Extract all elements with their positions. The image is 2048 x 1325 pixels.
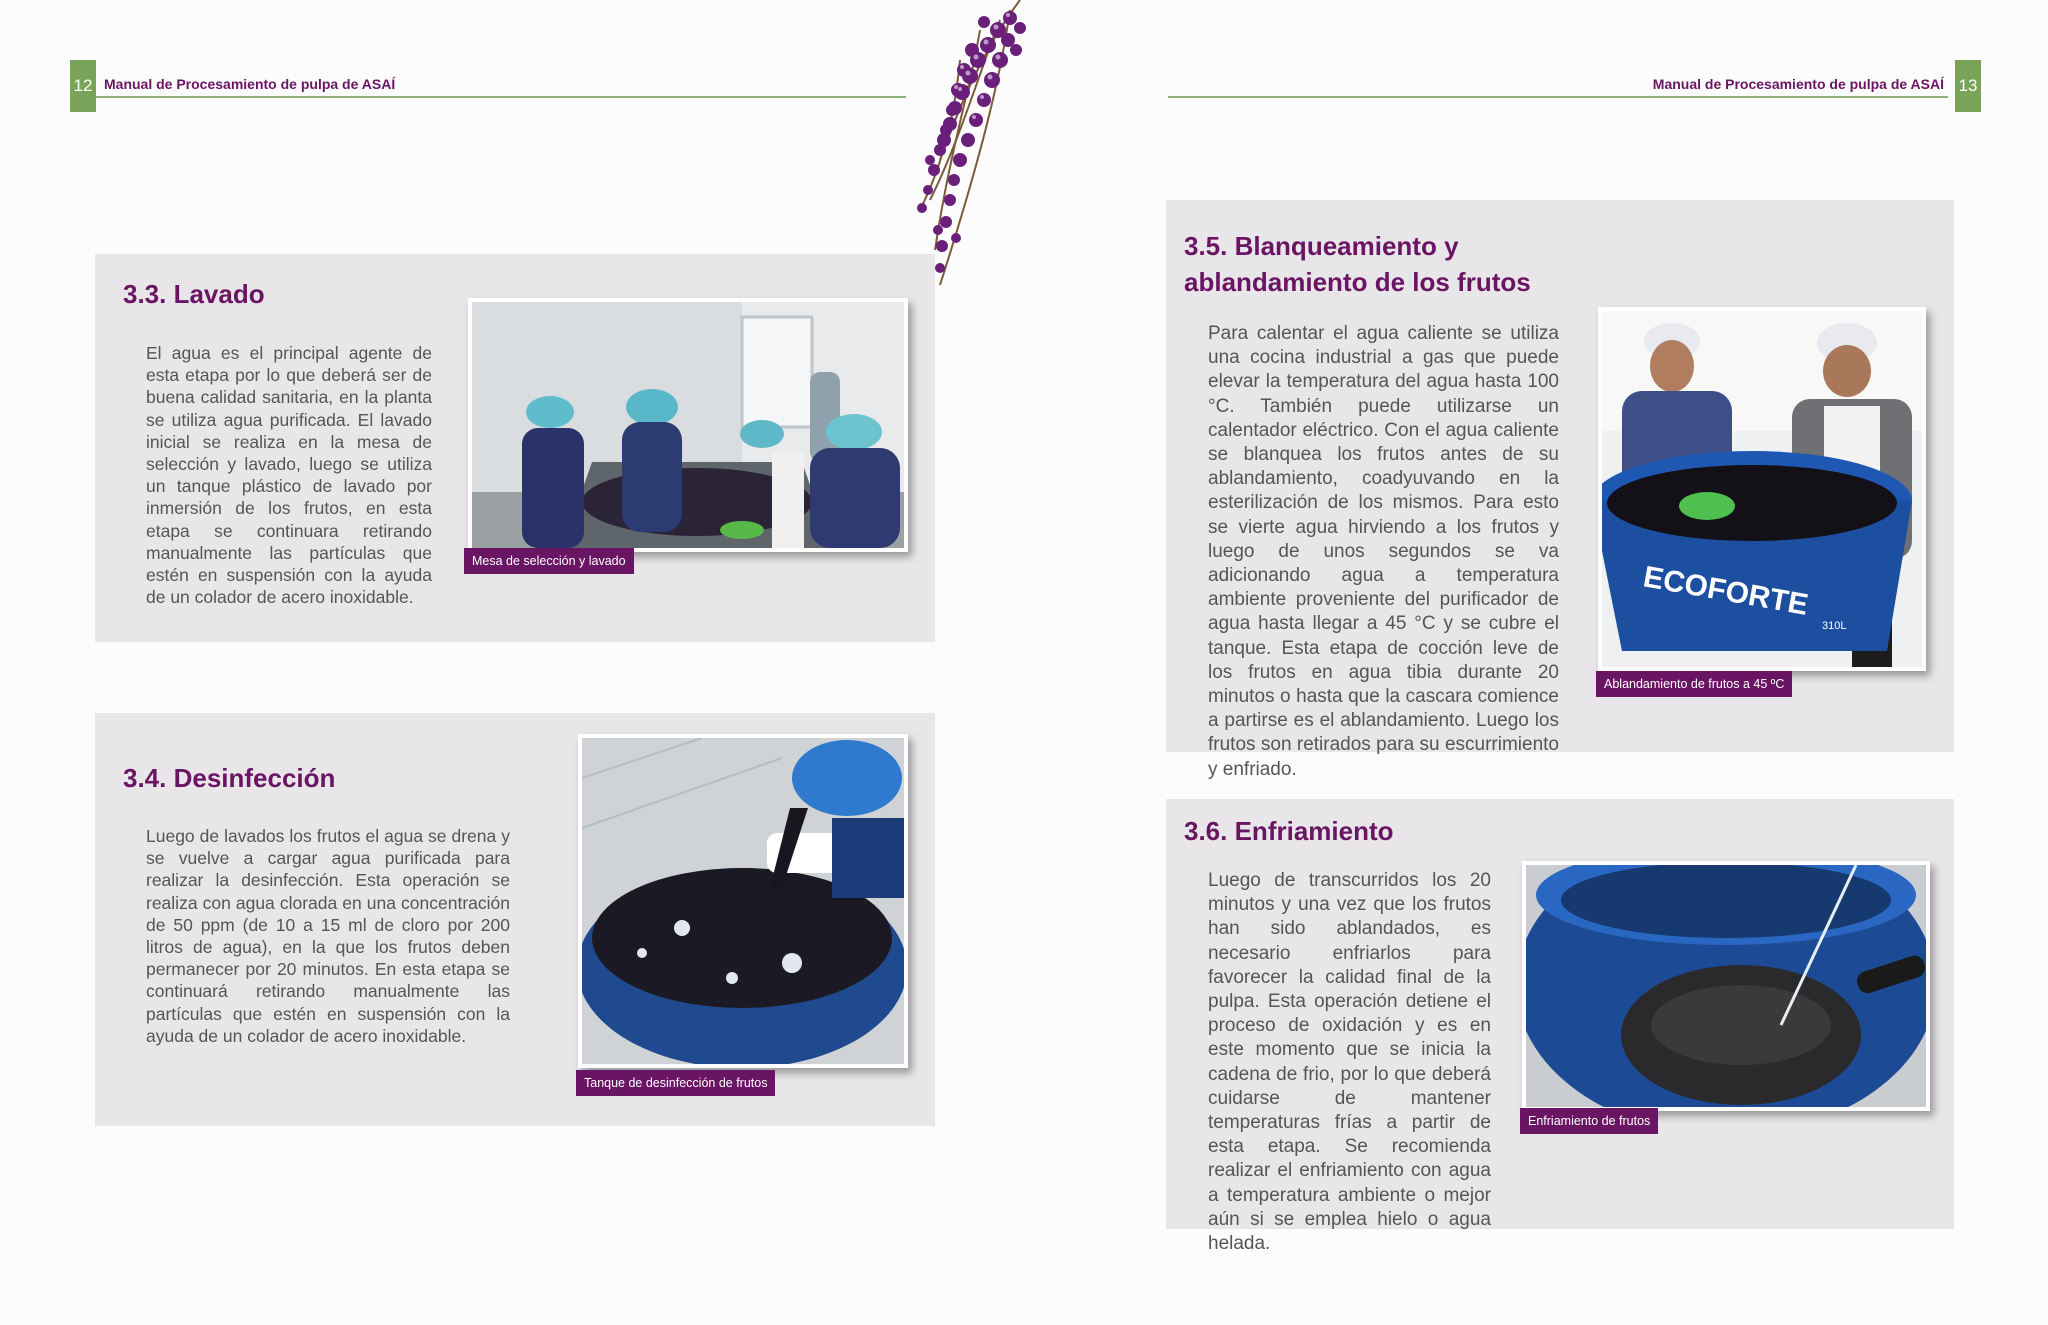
photo-cooling-tank <box>1522 861 1930 1111</box>
photo-washing-table <box>468 298 908 552</box>
caption-washing-table: Mesa de selección y lavado <box>464 548 634 574</box>
acai-berry-branch-icon <box>860 0 1030 300</box>
section-blanqueamiento-title-line1: 3.5. Blanqueamiento y <box>1184 231 1459 261</box>
header-rule-left <box>96 96 906 98</box>
section-desinfeccion-title: 3.4. Desinfección <box>123 763 336 793</box>
header-rule-right <box>1168 96 1948 98</box>
section-blanqueamiento-title-line2: ablandamiento de los frutos <box>1184 267 1531 297</box>
section-enfriamiento-text: Luego de transcurridos los 20 minutos y una vez que los frutos han sido ablandados, es necesario enfriarlos para favorecer la calidad final de la pulpa. Esta operación detiene el proceso de oxidación y es en este momento que se inicia la cadena de frio, por lo que deberá cuidarse de mantener temperaturas frías a partir de esta etapa. Se recomienda realizar el enfriamiento con agua a temperatura ambiente o mejor aún si se emplea hielo o agua helada. <box>1208 870 1491 1255</box>
page-number-right: 13 <box>1955 60 1981 112</box>
header-title-left: Manual de Procesamiento de pulpa de ASAÍ <box>104 76 396 92</box>
caption-softening-tank: Ablandamiento de frutos a 45 ºC <box>1596 671 1792 697</box>
header-title-right: Manual de Procesamiento de pulpa de ASAÍ <box>1652 76 1944 92</box>
caption-cooling-tank: Enfriamiento de frutos <box>1520 1108 1658 1134</box>
tank-capacity-label: 310L <box>1822 620 1847 632</box>
page-number-left: 12 <box>70 60 96 112</box>
section-lavado-text: El agua es el principal agente de esta etapa por lo que deberá ser de buena calidad sanitaria, en la planta se utiliza agua purificada. El lavado inicial se realiza en la mesa de selección y lavado, luego se utiliza un tanque plástico de lavado por inmersión de los frutos, en esta etapa se continuara retirando manualmente las partículas que estén en suspensión con la ayuda de un colador de acero inoxidable. <box>146 343 432 608</box>
tank-brand-label: ECOFORTE <box>1640 560 1811 622</box>
section-desinfeccion-text: Luego de lavados los frutos el agua se drena y se vuelve a cargar agua purificada para realizar la desinfección. Esta operación se realiza con agua clorada en una concentración de 50 ppm (de 10 a 15 ml de cloro por 200 litros de agua), en la que los frutos deben permanecer por 20 minutos. En esta etapa se continuará retirando manualmente las partículas que estén en suspensión con la ayuda de un colador de acero inoxidable. <box>146 826 510 1046</box>
section-blanqueamiento-title <box>1184 228 1531 300</box>
section-lavado-title: 3.3. Lavado <box>123 279 265 309</box>
photo-softening-tank <box>1598 307 1926 671</box>
section-blanqueamiento-text: Para calentar el agua caliente se utiliza una cocina industrial a gas que puede elevar la temperatura del agua hasta 100 °C. También puede utilizarse un calentador eléctrico. Con el agua caliente se blanquea los frutos antes de su ablandamiento, coadyuvando en la esterilización de los mismos. Para esto se vierte agua hirviendo a los frutos y luego de unos segundos se va adicionando agua a temperatura ambiente proveniente del purificador de agua hasta llegar a 45 °C y se cubre el tanque. Esta etapa de cocción leve de los frutos en agua tibia durante 20 minutos o hasta que la cascara comience a partirse es el ablandamiento. Luego los frutos son retirados para su escurrimiento y enfriado. <box>1208 323 1559 780</box>
caption-disinfection-tank: Tanque de desinfección de frutos <box>576 1070 775 1096</box>
photo-disinfection-tank <box>578 734 908 1068</box>
section-enfriamiento-title: 3.6. Enfriamiento <box>1184 816 1394 846</box>
